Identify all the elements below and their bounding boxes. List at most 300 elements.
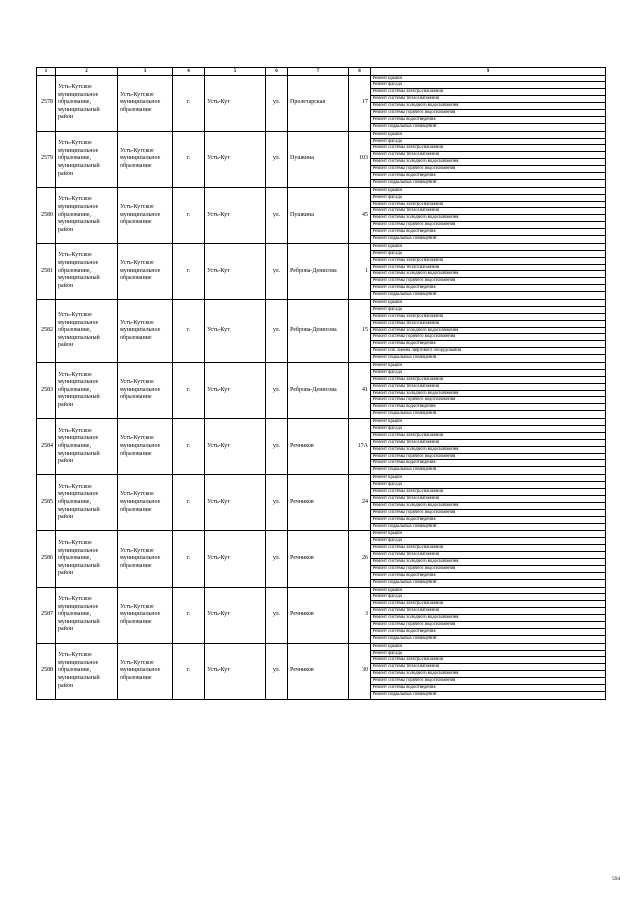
district-line: образование, [58,155,92,162]
work-item: Ремонт системы теплоснабжения [371,152,605,159]
work-item: Ремонт системы холодного водоснабжения [371,159,605,166]
table-row [37,419,606,475]
street-type: ул. [266,75,288,131]
settlement-type: г. [173,300,205,363]
district-cell [56,243,118,299]
work-item: Ремонт системы электроснабжения [371,657,605,664]
district-line: Усть-Кутское [58,252,92,259]
street-type: ул. [266,243,288,299]
street-type: ул. [266,131,288,187]
municipality-line: образование [120,675,152,681]
street-type: ул. [266,643,288,699]
district-line: образование, [58,499,92,506]
work-item: Ремонт фасада [371,82,605,89]
record-number: 2586 [37,531,56,587]
work-item: Ремонт системы водоотведения [371,173,605,180]
settlement-name: Усть-Кут [205,187,266,243]
municipality-cell [118,187,173,243]
house-number: 45 [349,187,371,243]
settlement-type: г. [173,363,205,419]
work-item: Ремонт подвальных помещений [372,355,437,361]
work-item: Ремонт фасада [371,651,605,658]
street-name: Пушкина [288,187,349,243]
district-cell [56,363,118,419]
settlement-type: г. [173,75,205,131]
col-header-4: 4 [173,68,205,76]
record-number: 2582 [37,300,56,363]
work-item: Ремонт системы теплоснабжения [371,321,605,328]
work-item: Ремонт фасада [371,370,605,377]
district-line: муниципальное [58,260,99,267]
district-line: район [58,570,74,577]
work-item: Ремонт подвальных помещений [372,411,437,417]
work-item: Ремонт системы горячего водоснабжения [371,397,605,404]
municipality-line: муниципальное [120,442,161,449]
municipality-line: образование [120,106,152,113]
house-number: 1 [349,243,371,299]
district-cell [56,187,118,243]
works-cell [371,187,606,243]
district-cell [56,643,118,699]
house-number: 17А [349,419,371,475]
district-line: муниципальный [58,675,100,681]
house-number: 3 [349,587,371,643]
district-line: муниципальный [58,106,100,113]
table-row [37,131,606,187]
works-cell [371,363,606,419]
district-line: район [58,114,74,121]
municipality-line: муниципальное [120,499,161,506]
record-number: 2585 [37,475,56,531]
settlement-type: г. [173,531,205,587]
work-item: Ремонт системы теплоснабжения [371,552,605,559]
record-number: 2584 [37,419,56,475]
work-item: Ремонт системы электроснабжения [371,377,605,384]
district-line: Усть-Кутское [58,312,92,319]
settlement-name: Усть-Кут [205,363,266,419]
col-header-3: 3 [118,68,173,76]
district-line: Усть-Кутское [58,539,92,546]
house-number: 26 [349,531,371,587]
work-item: Ремонт системы холодного водоснабжения [371,671,605,678]
work-item: Ремонт крыши [371,531,605,538]
work-item: Ремонт системы теплоснабжения [371,384,605,391]
work-item: Ремонт системы холодного водоснабжения [371,215,605,222]
district-line: муниципальное [58,379,99,386]
work-item: Ремонт крыши [371,76,605,83]
work-item: Ремонт системы водоотведения [371,629,605,636]
work-item: Ремонт крыши [371,644,605,651]
municipality-line: Усть-Кутское [120,435,154,442]
work-item: Ремонт подвальных помещений [372,179,437,185]
district-line: район [58,170,74,177]
district-cell [56,75,118,131]
district-line: муниципальное [58,603,99,610]
work-item: Ремонт подвальных помещений [372,123,437,129]
district-line: муниципальный [58,506,100,513]
municipality-line: образование [120,618,152,625]
district-line: образование, [58,555,92,562]
work-item: Ремонт системы холодного водоснабжения [371,328,605,335]
work-item: Ремонт фасада [371,307,605,314]
street-name: Реброва-Денисова [288,243,349,299]
record-number: 2580 [37,187,56,243]
municipality-cell [118,131,173,187]
work-item: Ремонт крыши [371,188,605,195]
house-number: 15 [349,300,371,363]
work-item: Ремонт системы водоотведения [371,117,605,124]
col-header-6: 6 [266,68,288,76]
municipality-line: Усть-Кутское [120,547,154,554]
record-number: 2583 [37,363,56,419]
district-cell [56,419,118,475]
district-line: Усть-Кутское [58,596,92,603]
work-item: Ремонт системы теплоснабжения [371,608,605,615]
municipality-line: образование [120,275,152,282]
settlement-type: г. [173,587,205,643]
table-row [37,475,606,531]
work-item: Ремонт системы холодного водоснабжения [371,103,605,110]
col-header-8: 8 [349,68,371,76]
district-line: район [58,226,74,233]
work-item: Ремонт системы водоотведения [371,285,605,292]
work-item: Ремонт системы электроснабжения [371,89,605,96]
record-number: 2579 [37,131,56,187]
work-item: Ремонт подвальных помещений [372,235,437,241]
work-item: Ремонт крыши [371,475,605,482]
work-item: Ремонт фасада [371,594,605,601]
work-item: Ремонт подвальных помещений [372,292,437,298]
street-name: Речников [288,475,349,531]
municipality-cell [118,243,173,299]
work-item: Ремонт фасада [371,251,605,258]
settlement-name: Усть-Кут [205,475,266,531]
settlement-type: г. [173,187,205,243]
work-item: Ремонт системы горячего водоснабжения [371,222,605,229]
settlement-name: Усть-Кут [205,300,266,363]
municipality-line: муниципальное [120,611,161,618]
municipality-cell [118,363,173,419]
municipality-line: образование [120,506,152,513]
settlement-name: Усть-Кут [205,643,266,699]
municipality-line: Усть-Кутское [120,379,154,386]
district-line: Усть-Кутское [58,483,92,490]
work-item: Ремонт подвальных помещений [372,579,437,585]
settlement-name: Усть-Кут [205,419,266,475]
municipality-line: муниципальное [120,667,161,674]
col-header-5: 5 [205,68,266,76]
settlement-type: г. [173,475,205,531]
works-cell [371,243,606,299]
work-item: Ремонт системы горячего водоснабжения [371,166,605,173]
record-number: 2587 [37,587,56,643]
district-line: район [58,514,74,521]
district-line: образование, [58,442,92,449]
table-row [37,643,606,699]
table-row [37,75,606,131]
work-item: Ремонт системы электроснабжения [371,314,605,321]
district-line: Усть-Кутское [58,427,92,434]
settlement-name: Усть-Кут [205,587,266,643]
street-name: Речников [288,419,349,475]
work-item: Ремонт фасада [371,195,605,202]
municipality-line: Усть-Кутское [120,603,154,610]
work-item: Ремонт системы горячего водоснабжения [371,510,605,517]
municipality-line: образование [120,562,152,569]
work-item: Ремонт крыши [371,132,605,139]
work-item: Ремонт системы водоотведения [371,341,605,348]
col-header-9: 9 [371,68,606,76]
municipality-line: образование [120,334,152,341]
house-number: 17 [349,75,371,131]
district-cell [56,131,118,187]
municipality-cell [118,643,173,699]
works-cell [371,300,606,363]
table-row [37,187,606,243]
table-row [37,300,606,363]
district-line: муниципальный [58,334,100,341]
district-line: район [58,342,74,349]
district-cell [56,587,118,643]
record-number: 2578 [37,75,56,131]
work-item: Ремонт системы горячего водоснабжения [371,454,605,461]
repair-program-table [36,67,606,700]
header-row [37,68,606,76]
work-item: Ремонт системы электроснабжения [371,433,605,440]
works-cell [371,75,606,131]
settlement-type: г. [173,243,205,299]
house-number: 30 [349,643,371,699]
work-item: Ремонт крыши [371,588,605,595]
settlement-type: г. [173,131,205,187]
district-line: муниципальное [58,435,99,442]
street-name: Реброва-Денисова [288,300,349,363]
street-name: Речников [288,531,349,587]
municipality-cell [118,300,173,363]
municipality-cell [118,419,173,475]
settlement-name: Усть-Кут [205,75,266,131]
district-line: Усть-Кутское [58,84,92,91]
work-item: Ремонт системы водоотведения [371,573,605,580]
district-line: Усть-Кутское [58,652,92,659]
street-type: ул. [266,587,288,643]
district-line: образование, [58,211,92,218]
street-type: ул. [266,300,288,363]
work-item: Ремонт системы водоотведения [371,404,605,411]
municipality-line: Усть-Кутское [120,147,154,154]
district-line: муниципальный [58,219,100,226]
work-item: Ремонт крыши [371,419,605,426]
work-item: Ремонт системы холодного водоснабжения [371,615,605,622]
work-item: Ремонт или замена лифтового оборудования [371,348,605,355]
district-line: муниципальное [58,203,99,210]
municipality-cell [118,531,173,587]
municipality-line: Усть-Кутское [120,659,154,666]
district-line: образование, [58,667,92,674]
street-type: ул. [266,531,288,587]
house-number: 103 [349,131,371,187]
work-item: Ремонт системы холодного водоснабжения [371,559,605,566]
work-item: Ремонт фасада [371,538,605,545]
work-item: Ремонт системы водоотведения [371,685,605,692]
work-item: Ремонт системы теплоснабжения [371,265,605,272]
work-item: Ремонт системы горячего водоснабжения [371,678,605,685]
district-line: район [58,458,74,465]
district-line: образование, [58,386,92,393]
work-item: Ремонт системы теплоснабжения [371,664,605,671]
district-line: муниципальное [58,319,99,326]
work-item: Ремонт подвальных помещений [372,691,437,697]
street-type: ул. [266,363,288,419]
work-item: Ремонт системы электроснабжения [371,545,605,552]
work-item: Ремонт системы электроснабжения [371,202,605,209]
street-name: Речников [288,587,349,643]
district-line: муниципальный [58,275,100,282]
work-item: Ремонт системы электроснабжения [371,258,605,265]
col-header-2: 2 [56,68,118,76]
work-item: Ремонт фасада [371,139,605,146]
district-line: муниципальный [58,618,100,625]
municipality-cell [118,475,173,531]
work-item: Ремонт системы горячего водоснабжения [371,622,605,629]
district-line: муниципальный [58,450,100,457]
work-item: Ремонт системы водоотведения [371,460,605,467]
street-name: Реброва-Денисова [288,363,349,419]
district-line: муниципальное [58,147,99,154]
municipality-line: Усть-Кутское [120,260,154,267]
district-line: муниципальный [58,562,100,569]
work-item: Ремонт подвальных помещений [372,635,437,641]
district-line: район [58,282,74,289]
district-line: Усть-Кутское [58,196,92,203]
work-item: Ремонт системы теплоснабжения [371,96,605,103]
table-row [37,587,606,643]
work-item: Ремонт системы холодного водоснабжения [371,447,605,454]
work-item: Ремонт системы электроснабжения [371,601,605,608]
works-cell [371,475,606,531]
district-line: муниципальное [58,491,99,498]
district-line: Усть-Кутское [58,140,92,147]
district-line: муниципальный [58,162,100,169]
municipality-line: образование [120,162,152,169]
work-item: Ремонт системы водоотведения [371,517,605,524]
district-cell [56,300,118,363]
work-item: Ремонт системы теплоснабжения [371,208,605,215]
work-item: Ремонт системы горячего водоснабжения [371,566,605,573]
record-number: 2581 [37,243,56,299]
table-body [37,75,606,699]
district-line: район [58,682,74,689]
street-type: ул. [266,475,288,531]
work-item: Ремонт системы холодного водоснабжения [371,271,605,278]
district-line: муниципальное [58,91,99,98]
works-cell [371,419,606,475]
street-name: Речников [288,643,349,699]
work-item: Ремонт системы теплоснабжения [371,496,605,503]
table-row [37,363,606,419]
municipality-line: муниципальное [120,267,161,274]
work-item: Ремонт системы холодного водоснабжения [371,391,605,398]
municipality-line: муниципальное [120,211,161,218]
house-number: 24 [349,475,371,531]
work-item: Ремонт системы электроснабжения [371,145,605,152]
district-line: образование, [58,99,92,106]
work-item: Ремонт системы холодного водоснабжения [371,503,605,510]
col-header-1: 1 [37,68,56,76]
works-cell [371,587,606,643]
work-item: Ремонт фасада [371,482,605,489]
settlement-name: Усть-Кут [205,531,266,587]
works-cell [371,643,606,699]
municipality-line: Усть-Кутское [120,319,154,326]
document-sheet [36,67,605,700]
record-number: 2588 [37,643,56,699]
district-line: муниципальное [58,547,99,554]
work-item: Ремонт системы горячего водоснабжения [371,110,605,117]
work-item: Ремонт крыши [371,244,605,251]
municipality-line: Усть-Кутское [120,491,154,498]
district-line: муниципальный [58,394,100,401]
street-type: ул. [266,419,288,475]
municipality-cell [118,587,173,643]
work-item: Ремонт крыши [371,363,605,370]
page-number: 594 [612,876,621,882]
municipality-line: муниципальное [120,555,161,562]
street-name: Пролетарская [288,75,349,131]
settlement-type: г. [173,419,205,475]
district-cell [56,531,118,587]
municipality-line: муниципальное [120,386,161,393]
settlement-name: Усть-Кут [205,131,266,187]
settlement-name: Усть-Кут [205,243,266,299]
district-line: район [58,626,74,633]
house-number: 41 [349,363,371,419]
municipality-line: образование [120,450,152,457]
municipality-cell [118,75,173,131]
work-item: Ремонт крыши [371,300,605,307]
district-line: образование, [58,611,92,618]
col-header-7: 7 [288,68,349,76]
district-cell [56,475,118,531]
district-line: образование, [58,267,92,274]
work-item: Ремонт системы горячего водоснабжения [371,278,605,285]
work-item: Ремонт системы горячего водоснабжения [371,334,605,341]
work-item: Ремонт подвальных помещений [372,523,437,529]
work-item: Ремонт системы водоотведения [371,229,605,236]
works-cell [371,131,606,187]
municipality-line: муниципальное [120,155,161,162]
district-line: район [58,401,74,408]
settlement-type: г. [173,643,205,699]
table-row [37,531,606,587]
work-item: Ремонт системы электроснабжения [371,489,605,496]
district-line: образование, [58,327,92,334]
work-item: Ремонт системы теплоснабжения [371,440,605,447]
works-cell [371,531,606,587]
municipality-line: образование [120,219,152,226]
municipality-line: Усть-Кутское [120,91,154,98]
street-name: Пушкина [288,131,349,187]
street-type: ул. [266,187,288,243]
work-item: Ремонт фасада [371,426,605,433]
district-line: муниципальное [58,659,99,666]
municipality-line: муниципальное [120,99,161,106]
work-item: Ремонт подвальных помещений [372,467,437,473]
municipality-line: муниципальное [120,327,161,334]
municipality-line: Усть-Кутское [120,203,154,210]
district-line: Усть-Кутское [58,371,92,378]
municipality-line: образование [120,394,152,401]
